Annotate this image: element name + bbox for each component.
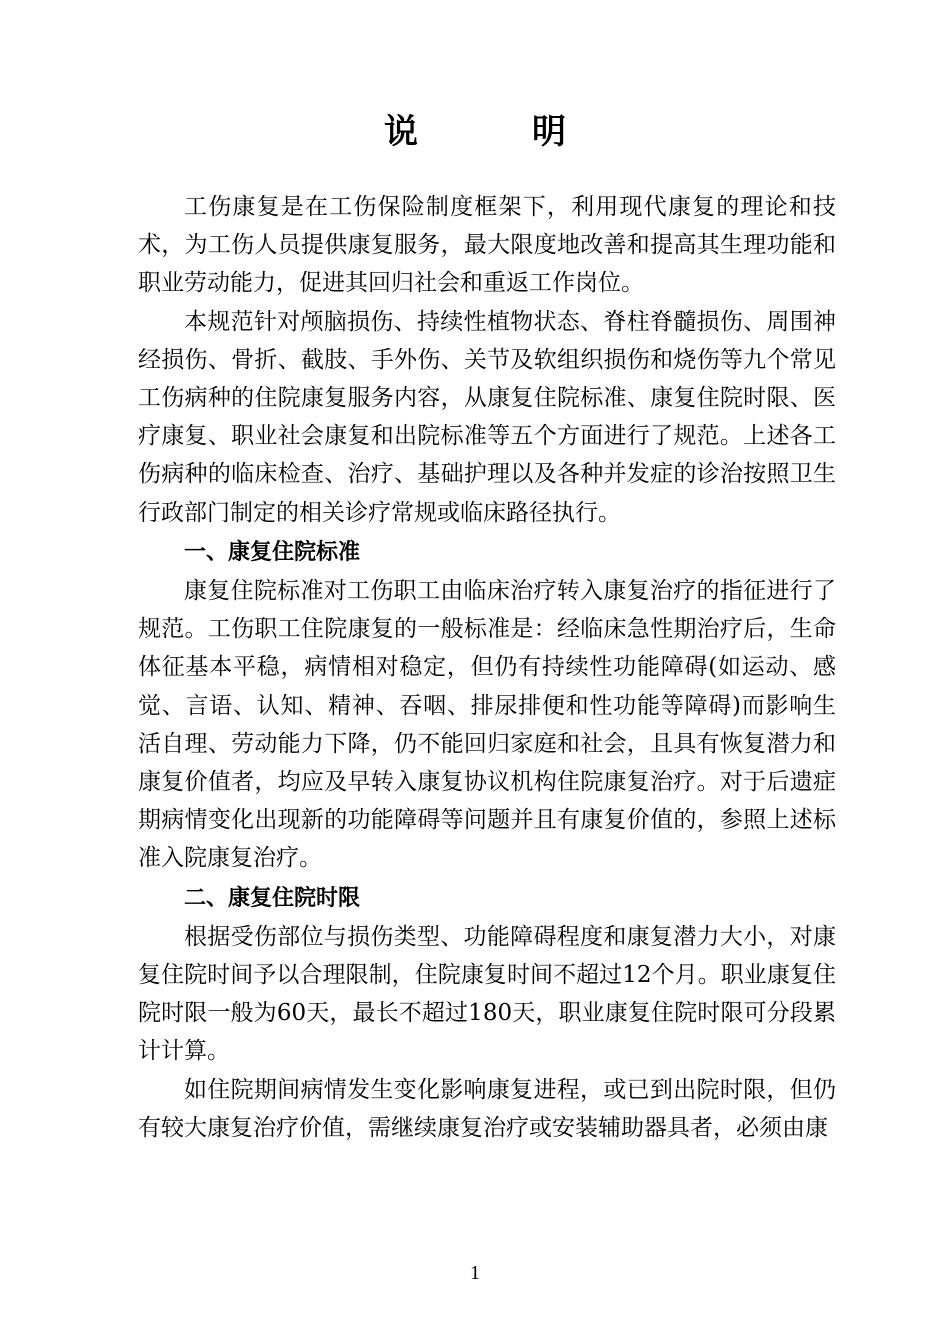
page-title: 说 明 (384, 112, 606, 152)
paragraph-extension: 如住院期间病情发生变化影响康复进程，或已到出院时限，但仍有较大康复治疗价值，需继续康复治疗或安装辅助器具者，必须由康 (138, 1076, 836, 1141)
paragraph-scope: 本规范针对颅脑损伤、持续性植物状态、脊柱脊髓损伤、周围神经损伤、骨折、截肢、手外伤、关节及软组织损伤和烧伤等九个常见工伤病种的住院康复服务内容，从康复住院标准、康复住院时限、医疗康复、职业社会康复和出院标准等五个方面进行了规范。上述各工伤病种的临床检查、治疗、基础护理以及各种并发症的诊治按照卫生行政部门制定的相关诊疗常规或临床路径执行。 (138, 308, 836, 526)
page-number: 1 (470, 1262, 480, 1284)
document-body (138, 188, 836, 1147)
paragraph-intro: 工伤康复是在工伤保险制度框架下，利用现代康复的理论和技术，为工伤人员提供康复服务，最大限度地改善和提高其生理功能和职业劳动能力，促进其回归社会和重返工作岗位。 (138, 194, 836, 297)
paragraph-admission-criteria: 康复住院标准对工伤职工由临床治疗转入康复治疗的指征进行了规范。工伤职工住院康复的一般标准是：经临床急性期治疗后，生命体征基本平稳，病情相对稳定，但仍有持续性功能障碍(如运动、感觉、言语、认知、精神、吞咽、排尿排便和性功能等障碍)而影响生活自理、劳动能力下降，仍不能回归家庭和社会，且具有恢复潜力和康复价值者，均应及早转入康复协议机构住院康复治疗。对于后遗症期病情变化出现新的功能障碍等问题并且有康复价值的，参照上述标准入院康复治疗。 (138, 578, 836, 872)
section-heading-stay-limit: 二、康复住院时限 (184, 885, 361, 911)
section-heading-admission-criteria: 一、康复住院标准 (184, 539, 361, 565)
paragraph-stay-limit: 根据受伤部位与损伤类型、功能障碍程度和康复潜力大小，对康复住院时间予以合理限制，住院康复时间不超过12个月。职业康复住院时限一般为60天，最长不超过180天，职业康复住院时限可分段累计计算。 (138, 923, 836, 1065)
